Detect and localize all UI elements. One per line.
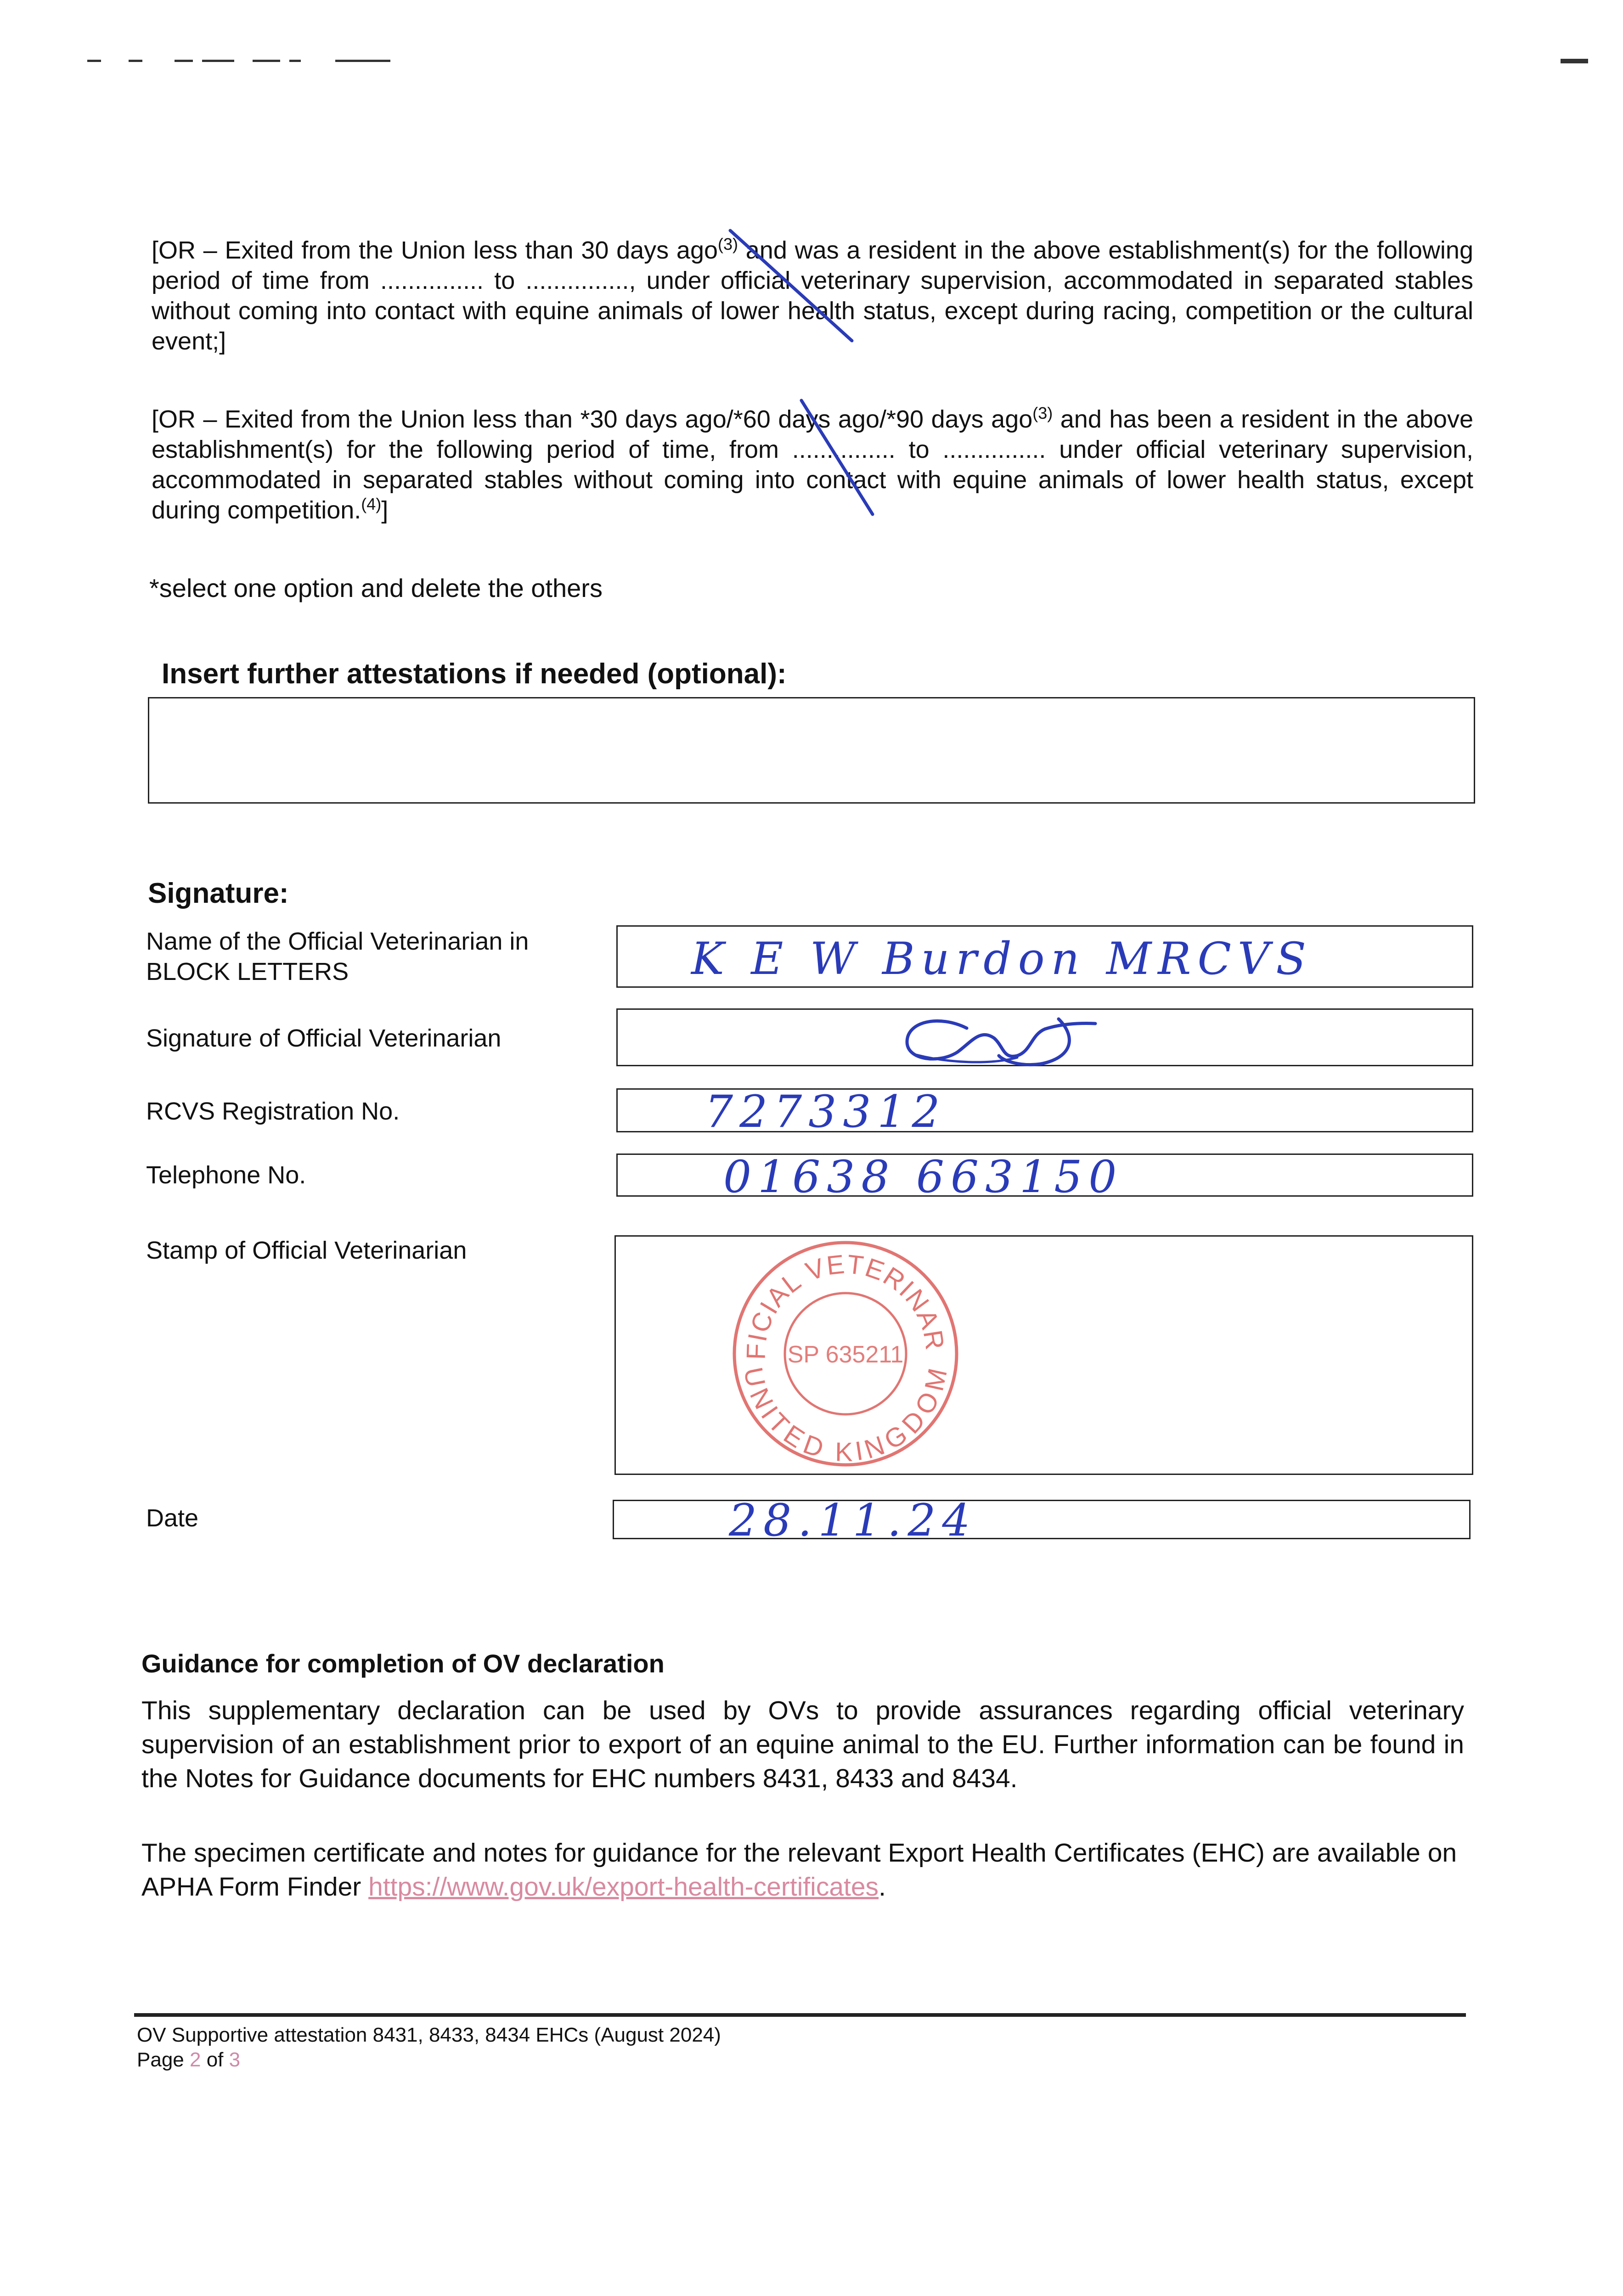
handwritten-signature	[801, 1010, 1123, 1068]
name-value: K E W Burdon MRCVS	[691, 933, 1313, 985]
rcvs-field[interactable]	[616, 1086, 1473, 1137]
strike-line-paragraph-1	[730, 231, 852, 341]
export-health-certificates-link[interactable]: https://www.gov.uk/export-health-certificates	[368, 1872, 879, 1902]
official-vet-stamp	[726, 1234, 965, 1473]
telephone-label: Telephone No.	[146, 1161, 306, 1189]
telephone-field[interactable]	[616, 1151, 1473, 1203]
footer-page-indicator	[137, 2047, 240, 2073]
signature-field[interactable]	[616, 1008, 1473, 1066]
stamp-top-text: FICIAL VETERINAR	[741, 1249, 950, 1361]
further-attestations-box[interactable]	[148, 697, 1475, 804]
page-label: Page	[137, 2048, 190, 2071]
footnote-ref-4: (4)	[361, 495, 382, 513]
guidance-paragraph-1: This supplementary declaration can be used by OVs to provide assurances regarding official veterinary supervision of an establishment prior to export of an equine animal to the EU. Further information can be found in the Notes for Guidance documents for EHC numbers 8431, 8433 and 8434.	[141, 1696, 1464, 1793]
stamp-label: Stamp of Official Veterinarian	[146, 1237, 467, 1264]
rcvs-value: 7273312	[705, 1086, 947, 1137]
date-label: Date	[146, 1504, 199, 1532]
page-total: 3	[229, 2048, 241, 2071]
stamp-number: SP 635211	[787, 1341, 904, 1368]
signature-label: Signature of Official Veterinarian	[146, 1024, 502, 1052]
footnote-ref-3: (3)	[718, 235, 738, 253]
footnote-ref-3: (3)	[1032, 404, 1053, 422]
stamp-field	[614, 1235, 1473, 1475]
date-value: 28.11.24	[729, 1495, 977, 1546]
guidance-paragraph-2-text: The specimen certificate and notes for guidance for the relevant Export Health Certificates (EHC) are available on APHA Form Finder	[141, 1838, 1457, 1902]
further-attestations-heading: Insert further attestations if needed (optional):	[162, 658, 787, 690]
p2-text-b: and has been a resident in the above establishment(s) for the following period of time, from ............... to ............... under official veterinary supervision, accommodated in separated stables without coming into contact with equine animals of lower health status, except during competition.	[152, 405, 1473, 524]
svg-text:UNITED KINGDOM	[738, 1365, 953, 1467]
signature-heading: Signature:	[148, 878, 289, 909]
telephone-value: 01638 663150	[723, 1151, 1123, 1203]
stamp-bottom-text: UNITED KINGDOM	[738, 1365, 953, 1467]
p1-text-b: and was a resident in the above establishment(s) for the following period of time from ............... to ..............., under official veterinary supervision, accommodated in separated stables without coming into contact with equine animals of lower health status, except during racing, competition or the cultural event;]	[152, 236, 1473, 355]
further-attestations-content	[149, 698, 1474, 726]
guidance-paragraph-2	[141, 1836, 1464, 1904]
guidance-heading: Guidance for completion of OV declaration	[141, 1649, 665, 1678]
name-label: Name of the Official Veterinarian in BLOCK LETTERS	[146, 928, 529, 985]
name-field[interactable]	[616, 925, 1473, 988]
footer-title: OV Supportive attestation 8431, 8433, 8434 EHCs (August 2024)	[137, 2024, 721, 2046]
date-field[interactable]	[613, 1495, 1471, 1546]
p2-text-a: [OR – Exited from the Union less than *30 days ago/*60 days ago/*90 days ago	[152, 405, 1033, 433]
select-option-note: *select one option and delete the others	[149, 574, 603, 602]
page-of-label: of	[201, 2048, 229, 2071]
strike-line-paragraph-2	[801, 400, 873, 514]
p2-text-c: ]	[381, 496, 389, 524]
page-number: 2	[189, 2048, 201, 2071]
footer-rule	[134, 2013, 1466, 2017]
p1-text-a: [OR – Exited from the Union less than 30 days ago	[152, 236, 718, 264]
guidance-paragraph-2-end: .	[879, 1872, 886, 1902]
rcvs-label: RCVS Registration No.	[146, 1097, 400, 1125]
